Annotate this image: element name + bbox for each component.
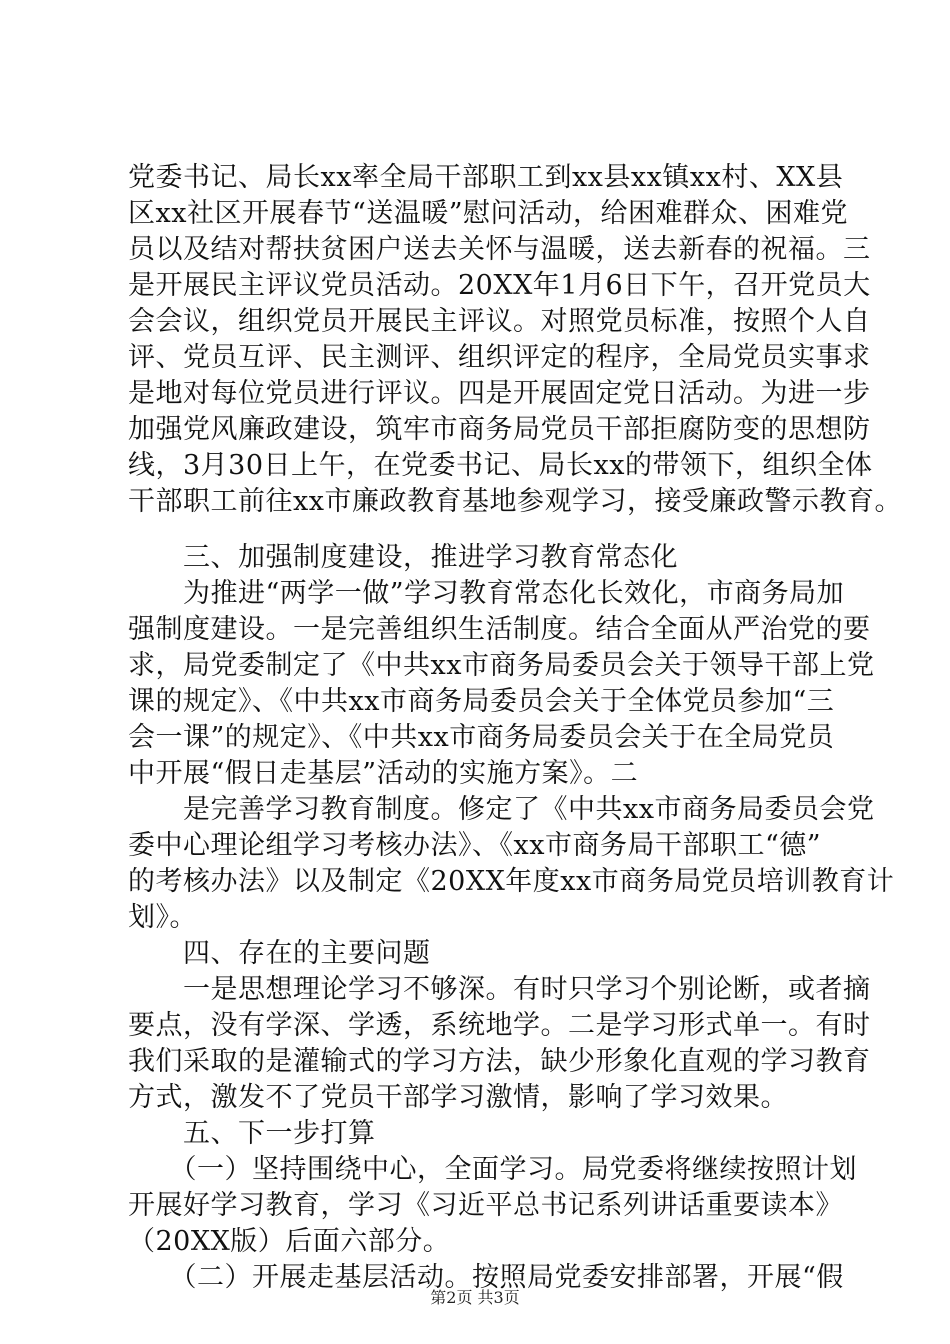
section-heading: 三、加强制度建设，推进学习教育常态化 <box>128 542 678 573</box>
text-line: 委中心理论组学习考核办法》、《xx市商务局干部职工“德” <box>128 830 822 861</box>
text-line: 方式，激发不了党员干部学习激情，影响了学习效果。 <box>128 1082 788 1113</box>
text-line: 区xx社区开展春节“送温暖”慰问活动，给困难群众、困难党 <box>128 198 849 229</box>
text-line: 一是思想理论学习不够深。有时只学习个别论断，或者摘 <box>128 974 871 1005</box>
text-line: 中开展“假日走基层”活动的实施方案》。二 <box>128 758 639 789</box>
text-line: 会会议，组织党员开展民主评议。对照党员标准，按照个人自 <box>128 306 871 337</box>
text-line: 会一课”的规定》、《中共xx市商务局委员会关于在全局党员 <box>128 722 835 753</box>
text-line: （一）坚持围绕中心，全面学习。局党委将继续按照计划 <box>128 1154 857 1185</box>
text-line: 划》。 <box>128 902 197 933</box>
section-heading: 五、下一步打算 <box>128 1118 376 1149</box>
text-line: 加强党风廉政建设，筑牢市商务局党员干部拒腐防变的思想防 <box>128 414 871 445</box>
section-heading: 四、存在的主要问题 <box>128 938 431 969</box>
page-number-footer: 第2页 共3页 <box>430 1288 520 1307</box>
text-line: 线，3月30日上午，在党委书记、局长xx的带领下，组织全体 <box>128 450 873 481</box>
text-line: 党委书记、局长xx率全局干部职工到xx县xx镇xx村、XX县 <box>128 162 844 193</box>
text-line: 要点，没有学深、学透，系统地学。二是学习形式单一。有时 <box>128 1010 871 1041</box>
text-line: 课的规定》、《中共xx市商务局委员会关于全体党员参加“三 <box>128 686 835 717</box>
text-line: 是完善学习教育制度。修定了《中共xx市商务局委员会党 <box>128 794 875 825</box>
text-line: 是开展民主评议党员活动。20XX年1月6日下午，召开党员大 <box>128 270 871 301</box>
text-line: （20XX版）后面六部分。 <box>128 1226 451 1257</box>
text-line: 我们采取的是灌输式的学习方法，缺少形象化直观的学习教育 <box>128 1046 871 1077</box>
text-line: 开展好学习教育，学习《习近平总书记系列讲话重要读本》 <box>128 1190 843 1221</box>
text-line: 求，局党委制定了《中共xx市商务局委员会关于领导干部上党 <box>128 650 875 681</box>
text-line: 为推进“两学一做”学习教育常态化长效化，市商务局加 <box>128 578 845 609</box>
text-line: 干部职工前往xx市廉政教育基地参观学习，接受廉政警示教育。 <box>128 486 902 517</box>
text-line: 员以及结对帮扶贫困户送去关怀与温暖，送去新春的祝福。三 <box>128 234 871 265</box>
text-line: 的考核办法》以及制定《20XX年度xx市商务局党员培训教育计 <box>128 866 895 897</box>
text-line: （二）开展走基层活动。按照局党委安排部署，开展“假 <box>128 1262 844 1293</box>
text-line: 评、党员互评、民主测评、组织评定的程序，全局党员实事求 <box>128 342 871 373</box>
text-line: 强制度建设。一是完善组织生活制度。结合全面从严治党的要 <box>128 614 871 645</box>
text-line: 是地对每位党员进行评议。四是开展固定党日活动。为进一步 <box>128 378 871 409</box>
